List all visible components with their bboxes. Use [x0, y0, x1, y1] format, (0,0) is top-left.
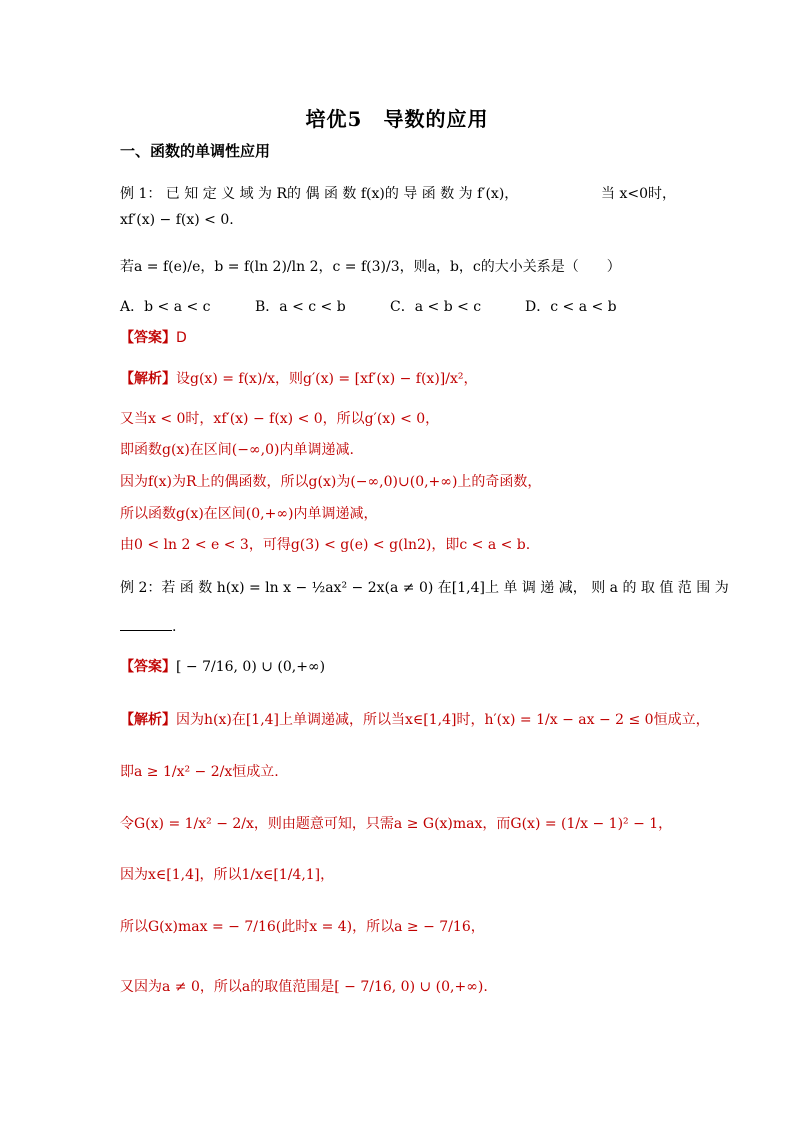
example1-line1-right: 当 x<0时， [601, 186, 676, 202]
option-c: C．a < b < c [390, 299, 482, 315]
analysis-label: 【解析】 [120, 712, 176, 728]
example1-solution-line5: 所以函数g(x)在区间(0,+∞)内单调递减， [120, 506, 378, 522]
example2-solution-line3: 令G(x) = 1/x² − 2/x，则由题意可知，只需a ≥ G(x)max，而G(x) = (1/x − 1)² − 1， [120, 816, 673, 832]
page-title: 培优5 导数的应用 [305, 107, 489, 131]
section-heading: 一、函数的单调性应用 [120, 142, 271, 160]
option-b: B．a < c < b [255, 299, 346, 315]
example1-solution-line1 [120, 368, 477, 388]
answer-label: 【答案】 [120, 659, 176, 675]
example2-line1-left: 例 2：若 函 数 h(x) = ln x − ½ax² − 2x(a ≠ 0) 在[1,4] [120, 580, 485, 596]
example1-statement-line2: xf′(x) − f(x) < 0. [120, 212, 234, 228]
answer-label: 【答案】 [120, 330, 176, 346]
answer-value: [ − 7/16, 0) ∪ (0,+∞) [176, 659, 326, 675]
example2-line1-right: 上 单 调 递 减， 则 a 的 取 值 范 围 为 [484, 580, 729, 596]
option-d: D．c < a < b [525, 299, 617, 315]
example1-solution-line3: 即函数g(x)在区间(−∞,0)内单调递减. [120, 442, 354, 458]
answer-value: D [176, 330, 187, 346]
example1-statement-line3: 若a = f(e)/e，b = f(ln 2)/ln 2，c = f(3)/3，则a，b，c的大小关系是（ ） [120, 259, 621, 275]
example1-statement-line1 [120, 183, 676, 203]
example2-solution-line5: 所以G(x)max = − 7/16(此时x = 4)，所以a ≥ − 7/16， [120, 919, 485, 935]
example2-solution-line2: 即a ≥ 1/x² − 2/x恒成立. [120, 764, 279, 780]
example1-solution-line2: 又当x < 0时，xf′(x) − f(x) < 0，所以g′(x) < 0， [120, 411, 440, 427]
example2-solution-line6: 又因为a ≠ 0，所以a的取值范围是[ − 7/16, 0) ∪ (0,+∞). [120, 979, 488, 995]
example2-solution-line1 [120, 709, 710, 729]
example2-answer [120, 656, 325, 676]
example1-options [120, 296, 660, 316]
example1-solution-line4: 因为f(x)为R上的偶函数，所以g(x)为(−∞,0)∪(0,+∞)上的奇函数， [120, 474, 542, 490]
example1-line1-left: 例 1： 已 知 定 义 域 为 R的 偶 函 数 f(x)的 导 函 数 为 f′(x)， [120, 186, 519, 202]
analysis-label: 【解析】 [120, 371, 176, 387]
example2-solution-line4: 因为x∈[1,4]，所以1/x∈[1/4,1]， [120, 867, 335, 883]
solution-text: 因为h(x)在[1,4]上单调递减，所以当x∈[1,4]时，h′(x) = 1/x − ax − 2 ≤ 0恒成立， [176, 712, 710, 728]
option-a: A．b < a < c [120, 299, 211, 315]
example2-statement-line1 [120, 577, 729, 597]
example2-statement-line2: . [172, 619, 177, 635]
example1-answer [120, 327, 187, 347]
solution-text: 设g(x) = f(x)/x，则g′(x) = [xf′(x) − f(x)]/x²， [176, 371, 478, 387]
answer-blank-line [120, 630, 172, 631]
example1-solution-line6: 由0 < ln 2 < e < 3，可得g(3) < g(e) < g(ln2)，即c < a < b. [120, 537, 531, 553]
